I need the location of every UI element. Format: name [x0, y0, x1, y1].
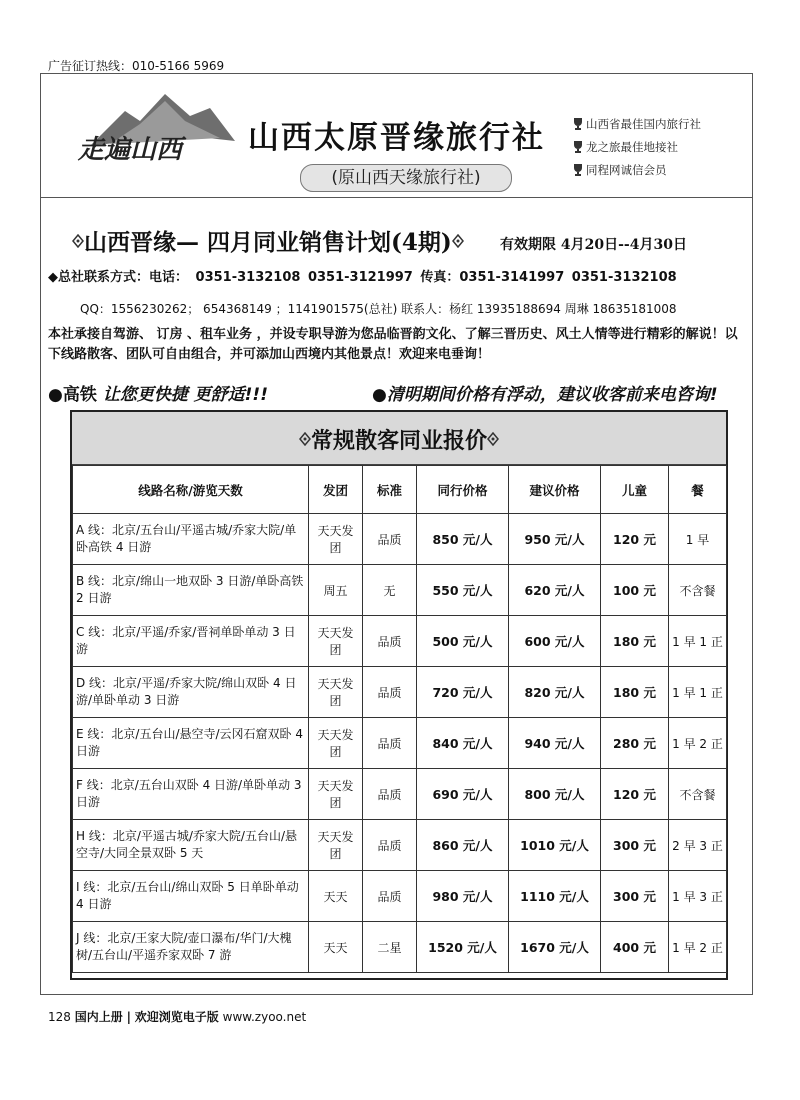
col-header-departure: 发团 — [309, 466, 363, 514]
standard-cell: 品质 — [363, 871, 417, 922]
child-price-cell: 280 元 — [601, 718, 669, 769]
col-header-meals: 餐 — [669, 466, 727, 514]
footer-url[interactable]: www.zyoo.net — [222, 1010, 307, 1024]
child-price-cell: 400 元 — [601, 922, 669, 973]
trophy-icon — [572, 117, 584, 130]
footer-separator: | — [126, 1010, 131, 1024]
suggested-price-cell: 600 元/人 — [509, 616, 601, 667]
table-row — [73, 718, 727, 769]
plan-title-text: 山西晋缘— 四月同业销售计划(4期) — [84, 229, 452, 256]
ornament-icon — [452, 234, 464, 248]
col-header-standard: 标准 — [363, 466, 417, 514]
award-item — [572, 162, 667, 178]
meals-cell: 1 早 3 正 — [669, 871, 727, 922]
child-price-cell: 180 元 — [601, 616, 669, 667]
meals-cell: 1 早 — [669, 514, 727, 565]
trade-price-cell: 550 元/人 — [417, 565, 509, 616]
route-cell: I 线：北京/五台山/绵山双卧 5 日单卧单动 4 日游 — [73, 871, 309, 922]
child-price-cell: 120 元 — [601, 769, 669, 820]
col-header-suggested-price: 建议价格 — [509, 466, 601, 514]
child-price-cell: 180 元 — [601, 667, 669, 718]
departure-cell: 天天 — [309, 922, 363, 973]
suggested-price-cell: 1010 元/人 — [509, 820, 601, 871]
promo-left-lead: ●高铁 — [48, 385, 103, 405]
page-footer — [48, 1008, 306, 1025]
departure-cell: 天天发团 — [309, 769, 363, 820]
promo-left-slogan: 让您更快捷 更舒适!!! — [102, 385, 268, 405]
route-cell: B 线：北京/绵山一地双卧 3 日游/单卧高铁 2 日游 — [73, 565, 309, 616]
route-cell: C 线：北京/平遥/乔家/晋祠单卧单动 3 日游 — [73, 616, 309, 667]
table-row — [73, 667, 727, 718]
child-price-cell: 100 元 — [601, 565, 669, 616]
table-header-row — [73, 466, 727, 514]
standard-cell: 二星 — [363, 922, 417, 973]
col-header-trade-price: 同行价格 — [417, 466, 509, 514]
ad-hotline: 广告征订热线：010-5166 5969 — [48, 59, 225, 73]
table-row — [73, 871, 727, 922]
table-title-text: 常规散客同业报价 — [310, 428, 487, 454]
standard-cell: 品质 — [363, 514, 417, 565]
standard-cell: 品质 — [363, 718, 417, 769]
meals-cell: 2 早 3 正 — [669, 820, 727, 871]
route-cell: J 线：北京/王家大院/壶口瀑布/华门/大槐树/五台山/平遥乔家双卧 7 游 — [73, 922, 309, 973]
award-label: 山西省最佳国内旅行社 — [586, 117, 701, 131]
trade-price-cell: 690 元/人 — [417, 769, 509, 820]
departure-cell: 天天发团 — [309, 820, 363, 871]
table-title — [72, 424, 726, 455]
departure-cell: 天天发团 — [309, 616, 363, 667]
award-item — [572, 139, 678, 155]
contact-line: ◆总社联系方式：电话： 0351-3132108 0351-3121997 传真：0351-3141997 0351-3132108 — [48, 270, 677, 285]
promo-high-speed-rail — [48, 380, 268, 405]
trade-price-cell: 850 元/人 — [417, 514, 509, 565]
award-label: 同程网诚信会员 — [586, 163, 667, 177]
departure-cell: 周五 — [309, 565, 363, 616]
suggested-price-cell: 1110 元/人 — [509, 871, 601, 922]
plan-title — [72, 224, 464, 257]
qq-contact-line: QQ：1556230262； 654368149 ；1141901575(总社) 联系人：杨红 13935188694 周琳 18635181008 — [80, 302, 677, 316]
route-cell: A 线：北京/五台山/平遥古城/乔家大院/单卧高铁 4 日游 — [73, 514, 309, 565]
route-cell: F 线：北京/五台山双卧 4 日游/单卧单动 3 日游 — [73, 769, 309, 820]
suggested-price-cell: 1670 元/人 — [509, 922, 601, 973]
trophy-icon — [572, 163, 584, 176]
agency-name: 山西太原晋缘旅行社 — [248, 120, 545, 156]
standard-cell: 无 — [363, 565, 417, 616]
table-row — [73, 922, 727, 973]
former-name: (原山西天缘旅行社) — [300, 164, 512, 192]
logo-mountain-image — [70, 86, 240, 170]
child-price-cell: 300 元 — [601, 871, 669, 922]
intro-paragraph: 本社承接自驾游、 订房 、租车业务 ，并设专职导游为您品临晋韵文化、了解三晋历史、风土人情等进行精彩的解说！以下线路散客、团队可自由组合，并可添加山西境内其他景点！欢迎来电垂询！ — [48, 327, 738, 362]
route-cell: D 线：北京/平遥/乔家大院/绵山双卧 4 日游/单卧单动 3 日游 — [73, 667, 309, 718]
trade-price-cell: 860 元/人 — [417, 820, 509, 871]
standard-cell: 品质 — [363, 667, 417, 718]
meals-cell: 1 早 1 正 — [669, 616, 727, 667]
plan-validity: 有效期限 4月20日--4月30日 — [500, 237, 687, 253]
table-row — [73, 820, 727, 871]
departure-cell: 天天发团 — [309, 718, 363, 769]
child-price-cell: 300 元 — [601, 820, 669, 871]
ornament-icon — [72, 234, 84, 248]
standard-cell: 品质 — [363, 820, 417, 871]
child-price-cell: 120 元 — [601, 514, 669, 565]
award-label: 龙之旅最佳地接社 — [586, 140, 678, 154]
meals-cell: 1 早 2 正 — [669, 718, 727, 769]
trade-price-cell: 980 元/人 — [417, 871, 509, 922]
meals-cell: 不含餐 — [669, 769, 727, 820]
award-item — [572, 116, 701, 132]
meals-cell: 1 早 2 正 — [669, 922, 727, 973]
ornament-icon — [487, 432, 499, 446]
footer-tagline: 欢迎浏览电子版 — [134, 1010, 219, 1024]
table-row — [73, 769, 727, 820]
departure-cell: 天天 — [309, 871, 363, 922]
trade-price-cell: 840 元/人 — [417, 718, 509, 769]
price-table — [72, 465, 727, 973]
suggested-price-cell: 950 元/人 — [509, 514, 601, 565]
trade-price-cell: 500 元/人 — [417, 616, 509, 667]
ornament-icon — [299, 432, 311, 446]
suggested-price-cell: 820 元/人 — [509, 667, 601, 718]
footer-section: 国内上册 — [74, 1010, 123, 1024]
table-row — [73, 616, 727, 667]
table-row — [73, 514, 727, 565]
col-header-route: 线路名称/游览天数 — [73, 466, 309, 514]
departure-cell: 天天发团 — [309, 667, 363, 718]
meals-cell: 不含餐 — [669, 565, 727, 616]
trade-price-cell: 720 元/人 — [417, 667, 509, 718]
departure-cell: 天天发团 — [309, 514, 363, 565]
meals-cell: 1 早 1 正 — [669, 667, 727, 718]
standard-cell: 品质 — [363, 616, 417, 667]
page-number: 128 — [48, 1010, 71, 1024]
route-cell: H 线：北京/平遥古城/乔家大院/五台山/悬空寺/大同全景双卧 5 天 — [73, 820, 309, 871]
suggested-price-cell: 800 元/人 — [509, 769, 601, 820]
suggested-price-cell: 940 元/人 — [509, 718, 601, 769]
col-header-child: 儿童 — [601, 466, 669, 514]
logo-text: 走遍山西 — [78, 135, 183, 165]
promo-qingming-notice: ●清明期间价格有浮动，建议收客前来电咨询! — [372, 385, 718, 405]
trade-price-cell: 1520 元/人 — [417, 922, 509, 973]
table-row — [73, 565, 727, 616]
standard-cell: 品质 — [363, 769, 417, 820]
trophy-icon — [572, 140, 584, 153]
suggested-price-cell: 620 元/人 — [509, 565, 601, 616]
route-cell: E 线：北京/五台山/悬空寺/云冈石窟双卧 4 日游 — [73, 718, 309, 769]
